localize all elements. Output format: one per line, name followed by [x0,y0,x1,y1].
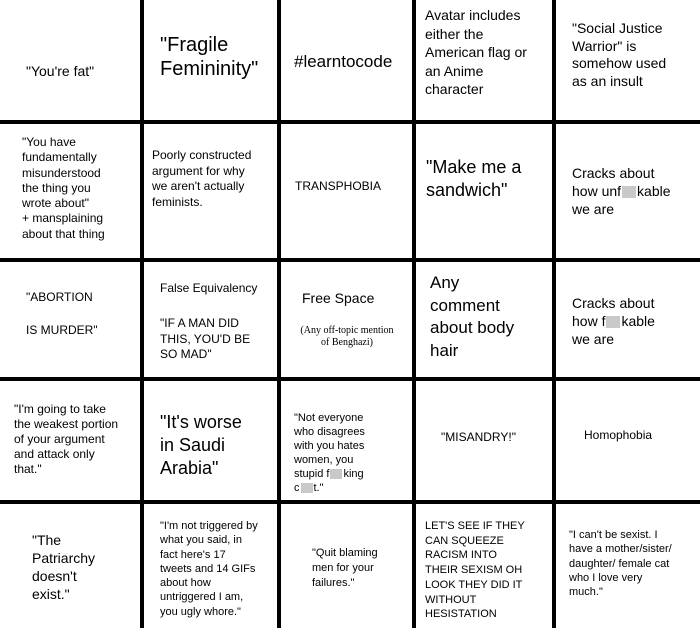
grid-line [0,258,700,262]
bingo-cell-body-hair: Any comment about body hair [430,273,515,360]
bingo-cell-make-me-sandwich: "Make me a sandwich" [426,157,522,200]
cell-text: kable we are [572,183,671,217]
bingo-cell-free-space: Free Space [302,290,375,306]
bingo-cell-abortion-bottom: IS MURDER" [26,323,98,337]
bingo-cell-cracks-unfkable [572,146,698,218]
bingo-cell-fragile-femininity: "Fragile Femininity" [160,34,259,80]
bingo-cell-racism-sexism: LET'S SEE IF THEY CAN SQUEEZE RACISM INTO THEIR SEXISM OH LOOK THEY DID IT WITHOUT HESISTATION [425,520,525,621]
bingo-cell-patriarchy: "The Patriarchy doesn't exist." [32,532,96,602]
cell-text: Cracks about how f [572,295,655,329]
bingo-cell-not-everyone [294,397,410,495]
grid-line [0,500,700,504]
grid-line [0,377,700,381]
bingo-cell-abortion-top: "ABORTION [26,290,93,304]
bingo-cell-misunderstood: "You have fundamentally misunderstood the thing you wrote about" + mansplaining about that thing [22,135,105,241]
cell-text: t." [313,482,324,494]
censor-blur [622,186,636,198]
bingo-cell-quit-blaming: "Quit blaming men for your failures." [312,547,378,589]
bingo-cell-if-a-man-did-this: "IF A MAN DID THIS, YOU'D BE SO MAD" [160,316,251,361]
grid-line [412,0,416,628]
bingo-cell-youre-fat: "You're fat" [26,63,95,79]
cell-text: "Not everyone who disagrees with you hates women, you stupid f [294,412,365,480]
grid-line [0,120,700,124]
bingo-cell-avatar: Avatar includes either the American flag or an Anime character [425,7,527,97]
cell-text: king c [294,468,364,494]
censor-blur [606,316,620,328]
bingo-cell-sjw-insult: "Social Justice Warrior" is somehow used as an insult [572,20,667,89]
bingo-cell-false-equivalency: False Equivalency [160,281,258,295]
bingo-cell-homophobia: Homophobia [584,428,653,442]
bingo-cell-not-triggered: "I'm not triggered by what you said, in fact here's 17 tweets and 14 GIFs about how untriggered I am, you ugly whore." [160,520,258,618]
bingo-cell-benghazi: (Any off-topic mention of Benghazi) [300,325,394,348]
bingo-cell-cracks-fkable [572,276,698,348]
cell-text: kable we are [572,313,655,347]
grid-line [552,0,556,628]
grid-line [140,0,144,628]
censor-blur [330,469,342,479]
bingo-cell-learntocode: #learntocode [294,52,393,71]
grid-line [277,0,281,628]
bingo-cell-transphobia: TRANSPHOBIA [295,179,382,193]
bingo-cell-saudi-arabia: "It's worse in Saudi Arabia" [160,412,242,478]
cell-text: Cracks about how unf [572,165,655,199]
bingo-cell-cant-be-sexist: "I can't be sexist. I have a mother/sister/ daughter/ female cat who I love very much." [569,529,672,599]
bingo-cell-weakest-portion: "I'm going to take the weakest portion of your argument and attack only that." [14,402,119,476]
bingo-cell-misandry: "MISANDRY!" [441,430,516,444]
bingo-cell-poorly-constructed: Poorly constructed argument for why we aren't actually feminists. [152,148,252,209]
censor-blur [301,483,313,493]
